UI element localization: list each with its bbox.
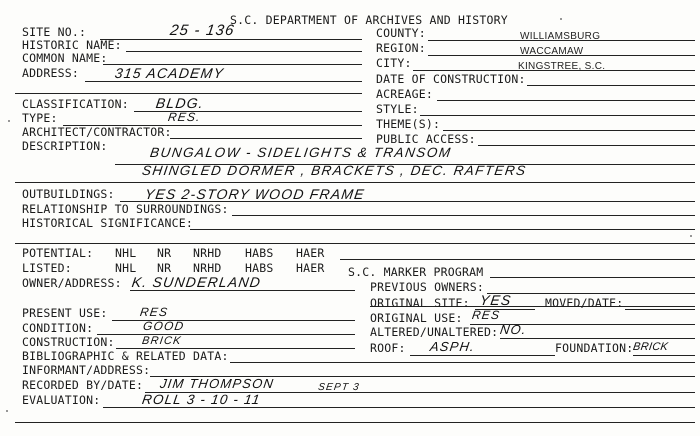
- description-label: DESCRIPTION:: [22, 139, 108, 153]
- foundation-value: BRICK: [632, 341, 669, 353]
- bibliographic-label: BIBLIOGRAPHIC & RELATED DATA:: [22, 349, 229, 363]
- form-header: S.C. DEPARTMENT OF ARCHIVES AND HISTORY: [230, 13, 508, 27]
- date-of-construction-label: DATE OF CONSTRUCTION:: [376, 72, 526, 86]
- roof-value: ASPH.: [429, 339, 477, 354]
- city-value: KINGSTREE, S.C.: [518, 61, 606, 72]
- construction-value: BRICK: [141, 335, 183, 347]
- condition-label: CONDITION:: [22, 321, 94, 335]
- outbuildings-label: OUTBUILDINGS:: [22, 187, 115, 201]
- original-site-label: ORIGINAL SITE:: [370, 296, 470, 310]
- moved-date-label: MOVED/DATE:: [545, 296, 624, 310]
- scan-speck: [6, 410, 8, 412]
- potential-haer: HAER: [296, 246, 325, 260]
- description-line-1: BUNGALOW - SIDELIGHTS & TRANSOM: [149, 145, 453, 160]
- recorded-date-value: SEPT 3: [317, 382, 361, 393]
- address-line: [85, 81, 362, 82]
- roof-line: [410, 355, 555, 356]
- listed-nrhd: NRHD: [193, 261, 222, 275]
- informant-label: INFORMANT/ADDRESS:: [22, 363, 151, 377]
- condition-value: GOOD: [142, 319, 186, 333]
- date-of-construction-line: [527, 85, 695, 86]
- style-line: [420, 115, 695, 116]
- recorded-by-value: JIM THOMPSON: [159, 376, 276, 391]
- scan-speck: [560, 18, 562, 20]
- recorded-by-label: RECORDED BY/DATE:: [22, 378, 144, 392]
- relationship-label: RELATIONSHIP TO SURROUNDINGS:: [22, 202, 229, 216]
- themes-line: [443, 130, 695, 131]
- bibliographic-line: [230, 362, 695, 363]
- evaluation-value: ROLL 3 - 10 - 11: [141, 392, 262, 407]
- type-value: RES.: [167, 110, 202, 124]
- scan-speck: [690, 235, 692, 237]
- county-value: WILLIAMSBURG: [520, 31, 601, 42]
- site-no-line: [100, 39, 362, 40]
- site-no-label: SITE NO.:: [22, 25, 87, 39]
- section-divider: [15, 93, 362, 94]
- marker-program-line: [490, 277, 695, 278]
- potential-nr: NR: [157, 246, 172, 260]
- previous-owners-label: PREVIOUS OWNERS:: [370, 280, 484, 294]
- site-no-value: 25 - 136: [168, 22, 236, 39]
- county-label: COUNTY:: [376, 26, 426, 40]
- description-line-b: [15, 182, 695, 183]
- original-use-value: RES: [471, 308, 502, 322]
- acreage-line: [437, 100, 695, 101]
- acreage-label: ACREAGE:: [376, 87, 433, 101]
- altered-line: [500, 338, 695, 339]
- foundation-label: FOUNDATION:: [555, 341, 634, 355]
- region-value: WACCAMAW: [520, 46, 584, 57]
- evaluation-line: [103, 407, 695, 408]
- relationship-line: [232, 215, 695, 216]
- present-use-label: PRESENT USE:: [22, 306, 108, 320]
- potential-label: POTENTIAL:: [22, 246, 94, 260]
- foundation-line: [633, 355, 695, 356]
- style-label: STYLE:: [376, 102, 419, 116]
- listed-habs: HABS: [245, 261, 274, 275]
- architect-line: [170, 138, 362, 139]
- outbuildings-value: YES 2-STORY WOOD FRAME: [143, 186, 366, 202]
- condition-line: [97, 334, 355, 335]
- historic-name-label: HISTORIC NAME:: [22, 38, 122, 52]
- themes-label: THEME(S):: [376, 117, 441, 131]
- altered-label: ALTERED/UNALTERED:: [370, 325, 499, 339]
- potential-nrhd: NRHD: [193, 246, 222, 260]
- scan-speck: [8, 120, 10, 122]
- owner-value: K. SUNDERLAND: [130, 274, 263, 290]
- description-line-2: SHINGLED DORMER , BRACKETS , DEC. RAFTERS: [141, 163, 528, 178]
- public-access-label: PUBLIC ACCESS:: [376, 132, 476, 146]
- classification-value: BLDG.: [154, 95, 206, 111]
- potential-nhl: NHL: [115, 246, 137, 260]
- listed-haer: HAER: [296, 261, 325, 275]
- historic-name-line: [126, 51, 362, 52]
- listed-nr: NR: [157, 261, 172, 275]
- city-label: CITY:: [376, 56, 412, 70]
- original-use-label: ORIGINAL USE:: [370, 311, 463, 325]
- evaluation-label: EVALUATION:: [22, 393, 101, 407]
- potential-habs: HABS: [245, 246, 274, 260]
- type-label: TYPE:: [22, 111, 58, 125]
- public-access-line: [478, 145, 695, 146]
- construction-label: CONSTRUCTION:: [22, 335, 115, 349]
- altered-value: NO.: [499, 322, 528, 337]
- evaluation-line-b: [15, 422, 695, 423]
- marker-program-label: S.C. MARKER PROGRAM: [348, 265, 484, 279]
- present-use-value: RES: [139, 305, 170, 319]
- common-name-label: COMMON NAME:: [22, 51, 108, 65]
- significance-line-b: [15, 243, 695, 244]
- previous-owners-line: [487, 293, 695, 294]
- owner-address-line: [130, 290, 355, 291]
- original-site-value: YES: [478, 292, 513, 308]
- owner-address-label: OWNER/ADDRESS:: [22, 276, 122, 290]
- classification-label: CLASSIFICATION:: [22, 97, 129, 111]
- moved-date-line: [625, 309, 695, 310]
- roof-label: ROOF:: [370, 341, 406, 355]
- listed-nhl: NHL: [115, 261, 137, 275]
- potential-line: [340, 259, 695, 260]
- address-label: ADDRESS:: [22, 66, 79, 80]
- listed-label: LISTED:: [22, 261, 72, 275]
- architect-label: ARCHITECT/CONTRACTOR:: [22, 125, 172, 139]
- address-value: 315 ACADEMY: [113, 65, 226, 81]
- historical-significance-label: HISTORICAL SIGNIFICANCE:: [22, 216, 193, 230]
- region-label: REGION:: [376, 41, 426, 55]
- historical-significance-line: [190, 229, 695, 230]
